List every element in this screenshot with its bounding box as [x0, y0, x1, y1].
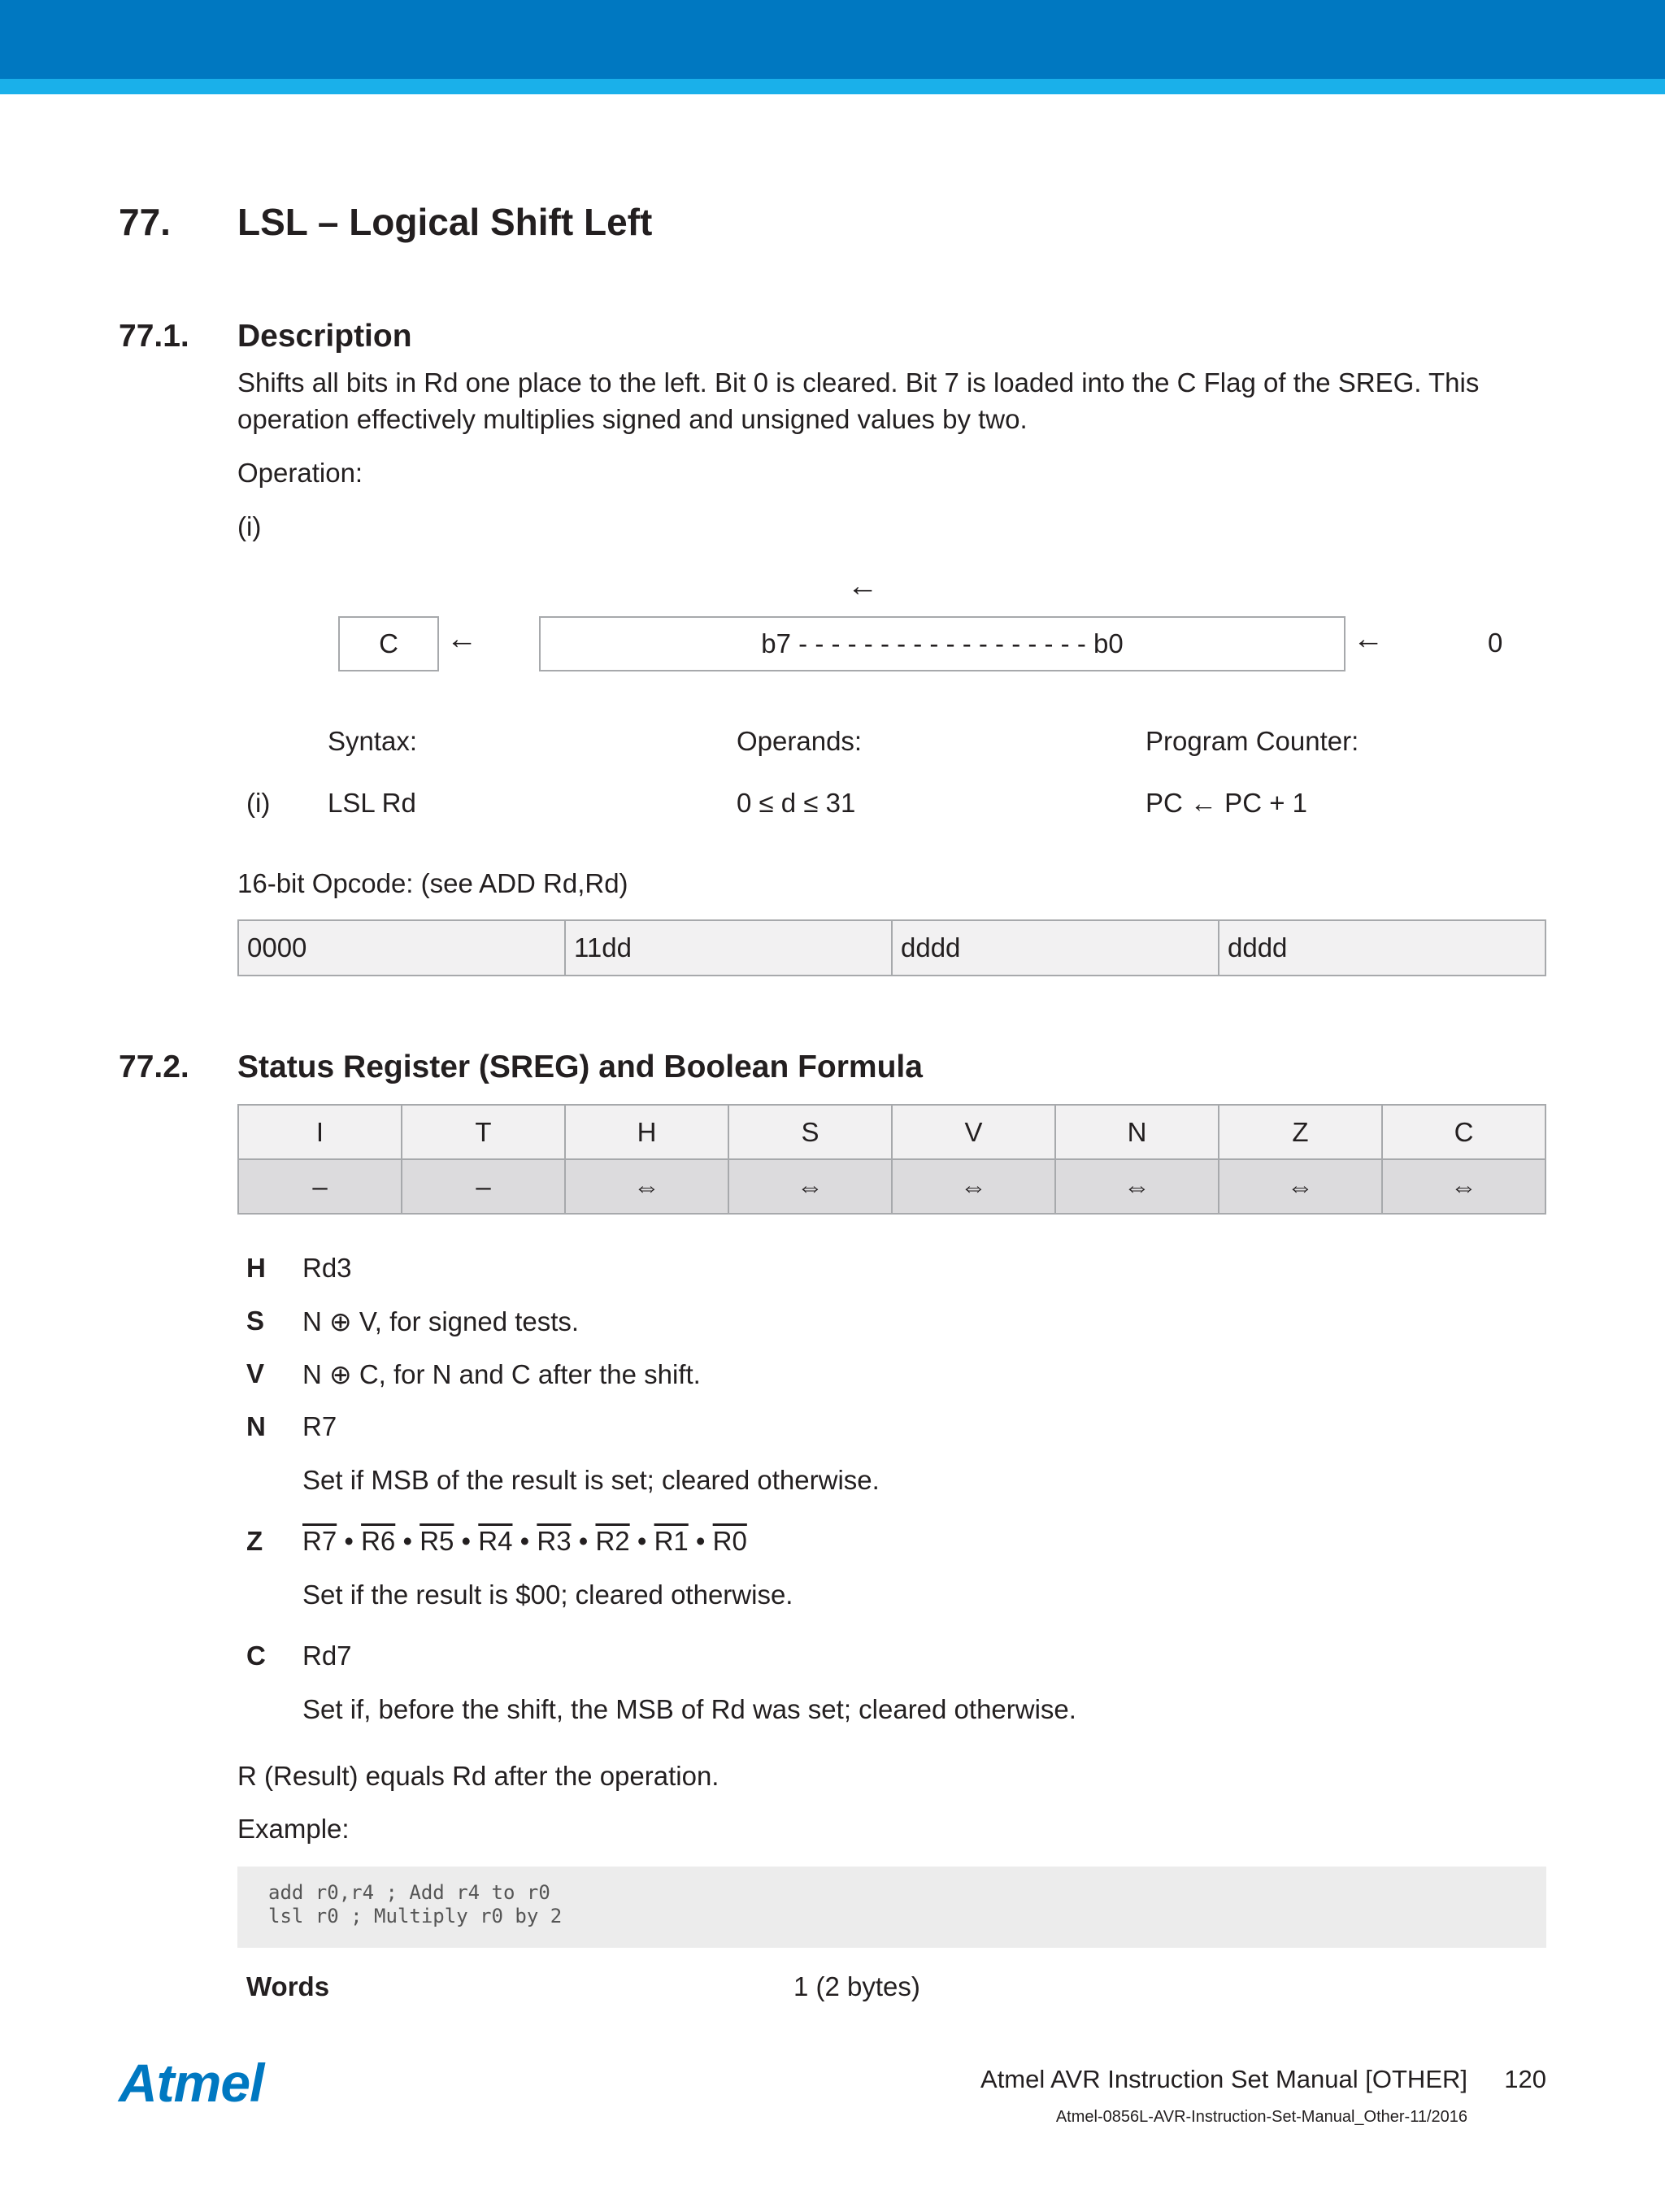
flag-n-note: Set if MSB of the result is set; cleared otherwise.	[302, 1465, 880, 1495]
sreg-flag-value: ⇔	[1382, 1159, 1545, 1214]
z-term: R1	[654, 1526, 689, 1556]
header-bar	[0, 0, 1665, 79]
z-dot: •	[461, 1526, 472, 1556]
z-dot: •	[402, 1526, 413, 1556]
flag-n-letter: N	[246, 1411, 266, 1441]
z-term: R4	[478, 1526, 513, 1556]
carry-flag-box: C	[338, 616, 439, 671]
z-dot: •	[344, 1526, 354, 1556]
z-term: R0	[712, 1526, 747, 1556]
flag-z-letter: Z	[246, 1526, 263, 1556]
section-title: LSL – Logical Shift Left	[237, 201, 653, 243]
sreg-flag-value: ⇔	[565, 1159, 728, 1214]
opcode-cell: 0000	[238, 920, 565, 976]
arrow-into-carry: ←	[446, 622, 477, 656]
footer-page-number: 120	[1504, 2065, 1546, 2093]
register-bits-box: b7 - - - - - - - - - - - - - - - - - - b0	[539, 616, 1345, 671]
result-note: R (Result) equals Rd after the operation.	[237, 1761, 719, 1791]
operation-index: (i)	[237, 511, 262, 541]
operands-value: 0 ≤ d ≤ 31	[737, 788, 856, 818]
operation-label: Operation:	[237, 458, 363, 488]
words-value: 1 (2 bytes)	[793, 1971, 920, 2001]
flag-h-letter: H	[246, 1253, 266, 1283]
example-code-block: add r0,r4 ; Add r4 to r0 lsl r0 ; Multiply r0 by 2	[237, 1867, 1546, 1948]
sreg-flag-value: ⇔	[892, 1159, 1055, 1214]
flag-z-note: Set if the result is $00; cleared otherwise.	[302, 1580, 793, 1610]
program-counter-header: Program Counter:	[1146, 726, 1359, 756]
sreg-flag-header: I	[238, 1105, 402, 1159]
sreg-flag-header: N	[1055, 1105, 1219, 1159]
flag-z-formula	[302, 1526, 747, 1557]
footer-doc-id: Atmel-0856L-AVR-Instruction-Set-Manual_Other-11/2016	[1055, 2108, 1467, 2126]
flag-s-letter: S	[246, 1306, 265, 1336]
opcode-table	[237, 919, 1546, 976]
flag-c-formula: Rd7	[302, 1641, 352, 1671]
opcode-label: 16-bit Opcode: (see ADD Rd,Rd)	[237, 868, 628, 898]
sreg-number: 77.2.	[119, 1050, 189, 1084]
z-dot: •	[637, 1526, 647, 1556]
z-term: R5	[420, 1526, 454, 1556]
sreg-flag-value: –	[402, 1159, 565, 1214]
sreg-flag-header: C	[1382, 1105, 1545, 1159]
section-number: 77.	[119, 201, 171, 243]
flag-n-formula: R7	[302, 1411, 337, 1441]
operands-header: Operands:	[737, 726, 863, 756]
sreg-table	[237, 1104, 1546, 1215]
opcode-cell: 11dd	[565, 920, 892, 976]
flag-h-formula: Rd3	[302, 1253, 352, 1283]
sreg-flag-value: ⇔	[1055, 1159, 1219, 1214]
shift-direction-arrow: ←	[847, 569, 878, 603]
zero-input: 0	[1488, 628, 1503, 658]
syntax-header: Syntax:	[328, 726, 418, 756]
z-term: R2	[595, 1526, 630, 1556]
program-counter-value: PC ← PC + 1	[1146, 788, 1307, 818]
flag-v-letter: V	[246, 1358, 265, 1388]
z-dot: •	[519, 1526, 530, 1556]
sreg-flag-value: ⇔	[728, 1159, 892, 1214]
sreg-flag-header: H	[565, 1105, 728, 1159]
flag-s-formula: N ⊕ V, for signed tests.	[302, 1306, 580, 1336]
sreg-title: Status Register (SREG) and Boolean Formula	[237, 1050, 923, 1084]
header-stripe	[0, 79, 1665, 94]
arrow-into-register: ←	[1353, 622, 1384, 656]
flag-c-letter: C	[246, 1641, 266, 1671]
sreg-flag-header: S	[728, 1105, 892, 1159]
atmel-logo: Atmel	[119, 2053, 264, 2113]
z-term: R6	[361, 1526, 396, 1556]
syntax-value: LSL Rd	[328, 788, 416, 818]
opcode-cell: dddd	[892, 920, 1219, 976]
flag-c-note: Set if, before the shift, the MSB of Rd was set; cleared otherwise.	[302, 1694, 1076, 1724]
sreg-flag-header: T	[402, 1105, 565, 1159]
flag-v-formula: N ⊕ C, for N and C after the shift.	[302, 1359, 701, 1389]
words-label: Words	[246, 1971, 330, 2001]
description-number: 77.1.	[119, 319, 189, 354]
example-label: Example:	[237, 1814, 350, 1844]
sreg-flag-header: Z	[1219, 1105, 1382, 1159]
sreg-flag-header: V	[892, 1105, 1055, 1159]
opcode-cell: dddd	[1219, 920, 1545, 976]
sreg-flag-value: –	[238, 1159, 402, 1214]
z-dot: •	[578, 1526, 589, 1556]
footer-manual-title: Atmel AVR Instruction Set Manual [OTHER]	[980, 2065, 1467, 2093]
description-text-line2: operation effectively multiplies signed and unsigned values by two.	[237, 404, 1028, 434]
syntax-row-index: (i)	[246, 788, 271, 818]
z-dot: •	[695, 1526, 706, 1556]
description-text-line1: Shifts all bits in Rd one place to the left. Bit 0 is cleared. Bit 7 is loaded into the C Flag of the SREG. This	[237, 367, 1480, 398]
description-title: Description	[237, 319, 412, 354]
z-term: R7	[302, 1526, 337, 1556]
z-term: R3	[537, 1526, 572, 1556]
sreg-flag-value: ⇔	[1219, 1159, 1382, 1214]
